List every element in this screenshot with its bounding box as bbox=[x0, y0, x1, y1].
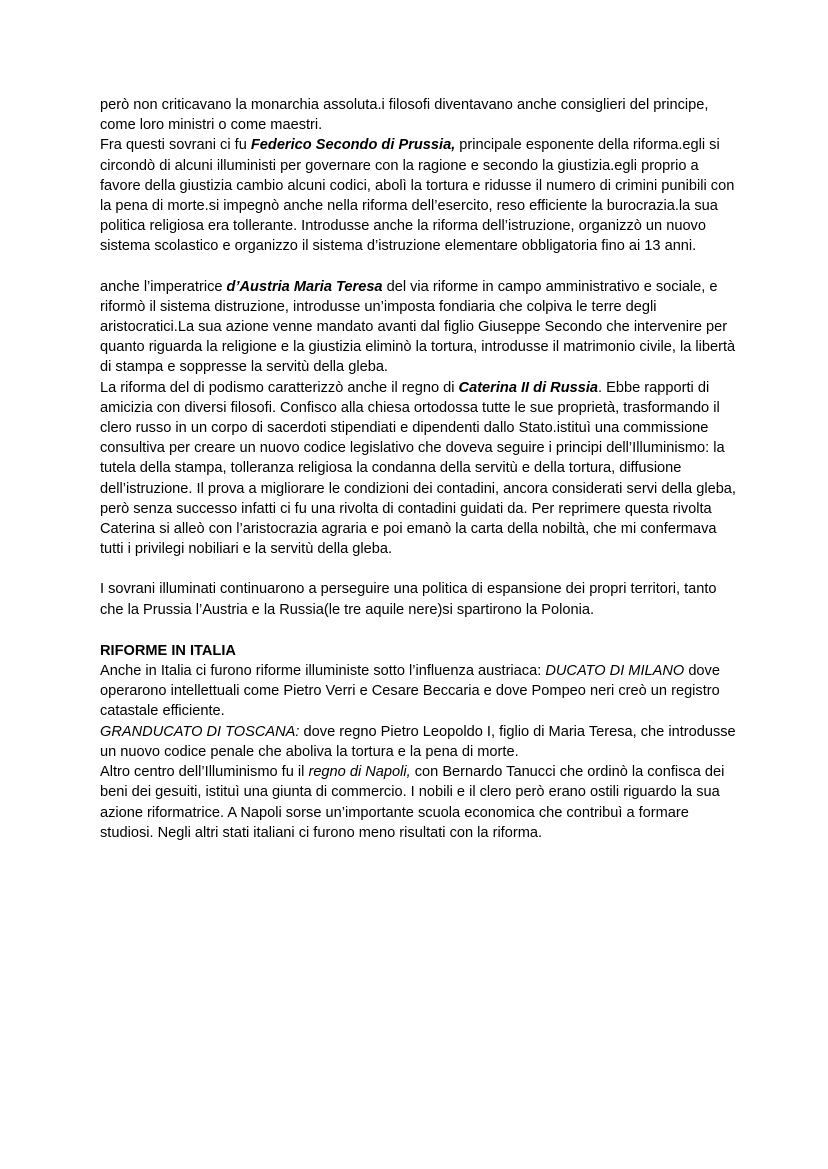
paragraph-text: del via riforme in campo amministrativo e sociale, e riformò il sistema distruzione, introdusse un’imposta fondiaria che colpiva le terre degli aristocratici.La sua azione venne mandato avanti dal figlio Giuseppe Secondo che intervenire per quanto riguarda la religione e la giustizia eliminò la tortura, introdusse il matrimonio civile, la libertà di stampa e soppresse la servitù della gleba. bbox=[100, 278, 736, 376]
paragraph-tuscany bbox=[100, 722, 740, 762]
paragraph-gap bbox=[100, 257, 740, 277]
paragraph-frederick bbox=[100, 135, 740, 256]
emphasis-maria-teresa: d’Austria Maria Teresa bbox=[226, 278, 383, 295]
paragraph-text: anche l’imperatrice bbox=[100, 278, 227, 295]
section-heading: RIFORME IN ITALIA bbox=[100, 642, 236, 659]
paragraph-naples bbox=[100, 762, 740, 843]
emphasis-milan: DUCATO DI MILANO bbox=[545, 663, 685, 680]
paragraph-text: però non criticavano la monarchia assoluta.i filosofi diventavano anche consiglieri del principe, come loro ministri o come maestri. bbox=[100, 97, 709, 134]
document-page bbox=[100, 95, 740, 843]
paragraph-milan bbox=[100, 661, 740, 722]
paragraph-text: dove operarono intellettuali come Pietro Verri e Cesare Beccaria e dove Pompeo neri creò un registro catastale efficiente. bbox=[100, 663, 720, 720]
paragraph-gap bbox=[100, 620, 740, 641]
emphasis-naples: regno di Napoli, bbox=[308, 764, 411, 781]
paragraph-text: I sovrani illuminati continuarono a perseguire una politica di espansione dei propri territori, tanto che la Prussia l’Austria e la Russia(le tre aquile nere)si spartirono la Polonia. bbox=[100, 581, 717, 618]
paragraph-maria-teresa bbox=[100, 277, 740, 378]
paragraph-gap bbox=[100, 559, 740, 579]
paragraph-philosophers bbox=[100, 95, 740, 135]
paragraph-text: Altro centro dell’Illuminismo fu il bbox=[100, 764, 309, 781]
paragraph-catherine bbox=[100, 378, 740, 560]
emphasis-frederick: Federico Secondo di Prussia, bbox=[250, 137, 456, 154]
paragraph-text: . Ebbe rapporti di amicizia con diversi filosofi. Confisco alla chiesa ortodossa tutte le sue proprietà, trasformando il clero russo in un corpo di sacerdoti stipendiati e dipendenti dallo Stato.istituì una commissione consultiva per creare un nuovo codice legislativo che doveva seguire i principi dell’Illuminismo: la tutela della stampa, tolleranza religiosa la condanna della servitù e della tortura, diffusione dell’istruzione. Il prova a migliorare le condizioni dei contadini, ancora considerati servi della gleba, però senza successo infatti ci fu una rivolta di contadini guidati da. Per reprimere questa rivolta Caterina si alleò con l’aristocrazia agraria e poi emanò la carta della nobiltà, che mi confermava tutti i privilegi nobiliari e la servitù della gleba. bbox=[100, 379, 736, 558]
paragraph-poland bbox=[100, 579, 740, 619]
paragraph-text: principale esponente della riforma.egli si circondò di alcuni illuministi per governare con la ragione e secondo la giustizia.egli proprio a favore della giustizia cambio alcuni codici, abolì la tortura e ridusse il numero di crimini punibili con la pena di morte.si impegnò anche nella riforma dell’esercito, reso efficiente la burocrazia.la sua politica religiosa era tollerante. Introdusse anche la riforma dell’istruzione, organizzò un nuovo sistema scolastico e organizzo il sistema d’istruzione elementare obbligatoria fino ai 13 anni. bbox=[100, 137, 735, 255]
paragraph-text: La riforma del di podismo caratterizzò anche il regno di bbox=[100, 379, 459, 396]
emphasis-tuscany: GRANDUCATO DI TOSCANA: bbox=[100, 723, 300, 740]
paragraph-text: con Bernardo Tanucci che ordinò la confisca dei beni dei gesuiti, istituì una giunta di commercio. I nobili e il clero però erano ostili riguardo la sua azione riformatrice. A Napoli sorse un’importante scuola economica che contribuì a formare studiosi. Negli altri stati italiani ci furono meno risultati con la riforma. bbox=[100, 764, 725, 841]
paragraph-text: Anche in Italia ci furono riforme illuministe sotto l’influenza austriaca: bbox=[100, 663, 546, 680]
emphasis-catherine: Caterina II di Russia bbox=[458, 379, 599, 396]
paragraph-text: Fra questi sovrani ci fu bbox=[100, 137, 251, 154]
paragraph-text: dove regno Pietro Leopoldo I, figlio di Maria Teresa, che introdusse un nuovo codice penale che aboliva la tortura e la pena di morte. bbox=[100, 723, 736, 760]
